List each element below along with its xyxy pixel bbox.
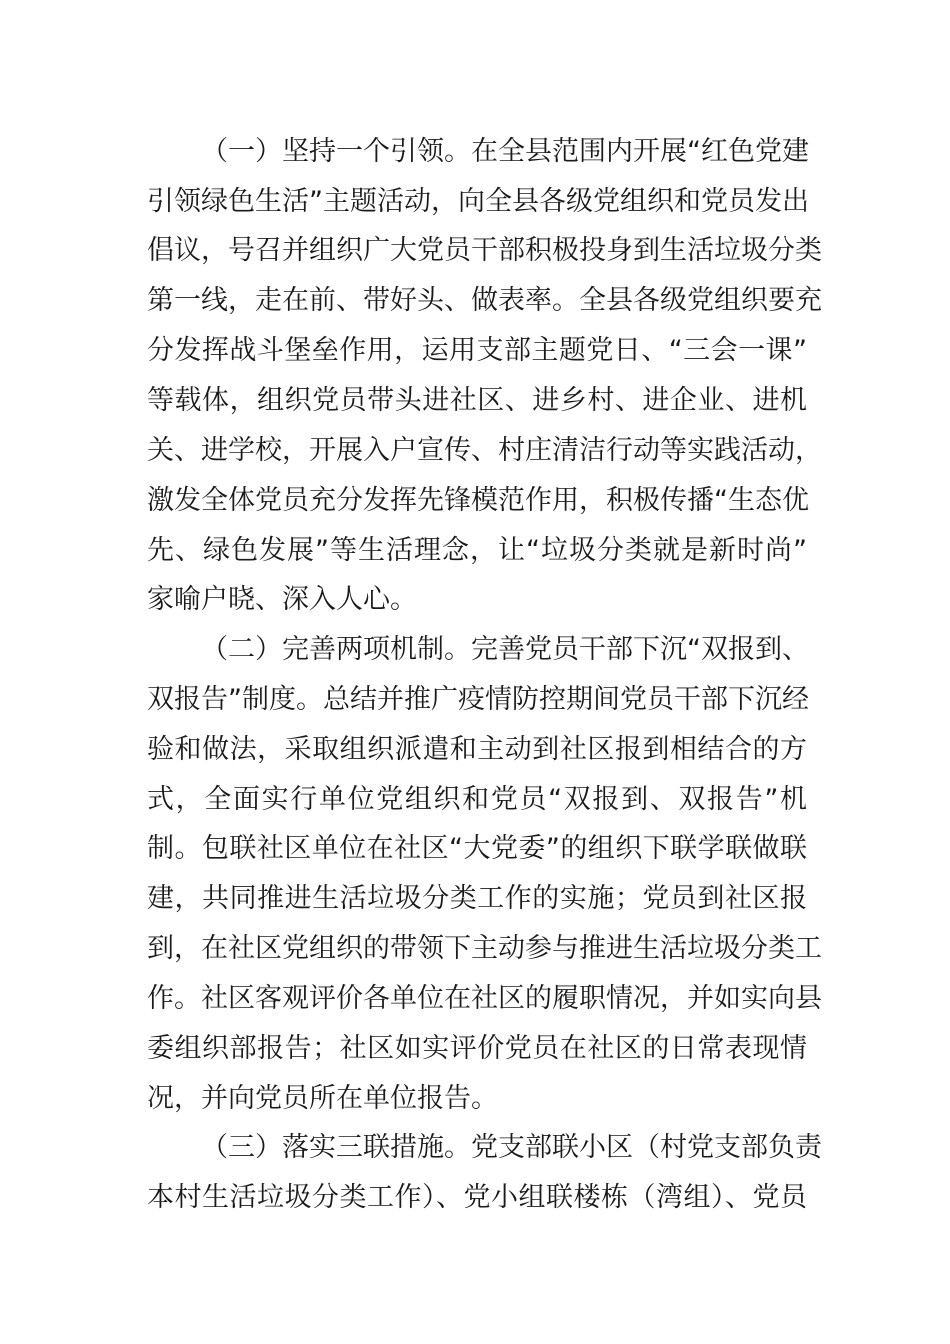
text-line: 家喻户晓、深入人心。 <box>147 584 417 615</box>
text-line: 双报告”制度。总结并推广疫情防控期间党员干部下沉经 <box>147 684 809 715</box>
text-line: 激发全体党员充分发挥先锋模范作用，积极传播“生态优 <box>147 485 809 516</box>
text-line: 式，全面实行单位党组织和党员“双报到、双报告”机 <box>147 784 807 815</box>
text-line: 分发挥战斗堡垒作用，运用支部主题党日、“三会一课” <box>147 335 807 366</box>
text-line: 况，并向党员所在单位报告。 <box>147 1083 498 1114</box>
text-line: 制。包联社区单位在社区“大党委”的组织下联学联做联 <box>147 833 807 864</box>
text-line: （一）坚持一个引领。在全县范围内开展“红色党建 <box>201 136 809 167</box>
text-line: 本村生活垃圾分类工作）、党小组联楼栋（湾组）、党员 <box>147 1182 807 1213</box>
text-line: 第一线，走在前、带好头、做表率。全县各级党组织要充 <box>147 285 822 316</box>
text-line: 委组织部报告；社区如实评价党员在社区的日常表现情 <box>147 1033 807 1064</box>
text-line: 关、进学校，开展入户宣传、村庄清洁行动等实践活动， <box>147 435 822 466</box>
text-line: 引领绿色生活”主题活动，向全县各级党组织和党员发出 <box>147 186 809 217</box>
text-line: 建，共同推进生活垃圾分类工作的实施；党员到社区报 <box>147 883 807 914</box>
text-line: 等载体，组织党员带头进社区、进乡村、进企业、进机 <box>147 385 807 416</box>
text-line: （三）落实三联措施。党支部联小区（村党支部负责 <box>201 1132 822 1163</box>
text-line: 验和做法，采取组织派遣和主动到社区报到相结合的方 <box>147 734 807 765</box>
text-line: 到，在社区党组织的带领下主动参与推进生活垃圾分类工 <box>147 933 822 964</box>
text-line: 倡议，号召并组织广大党员干部积极投身到生活垃圾分类 <box>147 235 822 266</box>
text-line: （二）完善两项机制。完善党员干部下沉“双报到、 <box>201 634 809 665</box>
text-line: 先、绿色发展”等生活理念，让“垃圾分类就是新时尚” <box>147 535 807 566</box>
text-line: 作。社区客观评价各单位在社区的履职情况，并如实向县 <box>147 983 822 1014</box>
